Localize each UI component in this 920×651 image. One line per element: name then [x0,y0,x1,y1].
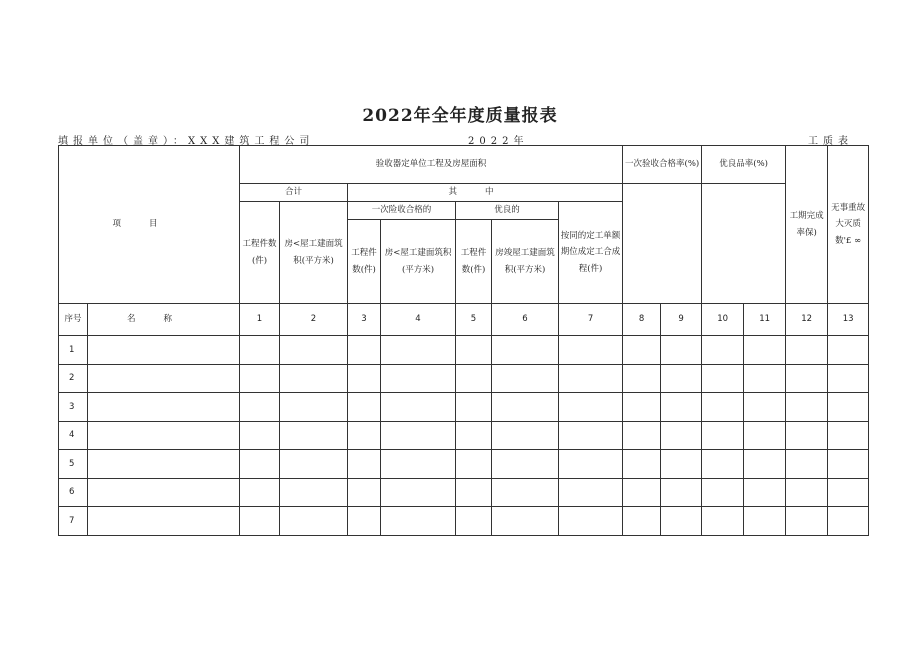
table-cell [559,336,623,365]
col-number: 1 [240,304,280,336]
table-cell [348,364,381,393]
header-accident: 无事重故大灭质数'£ ∞ [828,146,869,304]
col-count: 工程件数(件) [240,202,280,304]
table-cell [623,478,661,507]
table-cell [828,393,869,422]
table-cell [456,450,492,479]
table-cell [702,450,744,479]
col-number: 3 [348,304,381,336]
table-cell [786,450,828,479]
row-number: 6 [59,478,88,507]
table-cell [348,450,381,479]
table-row [59,478,869,507]
col-number: 5 [456,304,492,336]
col-number: 9 [661,304,702,336]
table-cell [381,507,456,536]
col-number: 10 [702,304,744,336]
table-cell [559,421,623,450]
table-cell [381,478,456,507]
table-cell [661,336,702,365]
table-row [59,336,869,365]
table-row [59,393,869,422]
table-cell [456,421,492,450]
row-number: 2 [59,364,88,393]
table-cell [744,421,786,450]
table-cell [240,393,280,422]
table-cell [88,507,240,536]
table-cell [828,507,869,536]
table-row [59,364,869,393]
table-cell [786,393,828,422]
table-cell [623,450,661,479]
table-cell [828,450,869,479]
table-cell [381,393,456,422]
table-row [59,421,869,450]
table-cell [240,507,280,536]
table-cell [702,507,744,536]
table-cell [661,507,702,536]
table-cell [280,393,348,422]
table-cell [348,507,381,536]
header-excellent-rate: 优良品率(%) [702,146,786,184]
table-cell [744,336,786,365]
table-cell [240,421,280,450]
col-exc-area: 房竣屋工建面筑积(平方米) [492,220,559,304]
table-cell [828,478,869,507]
table-cell [661,421,702,450]
table-cell [240,450,280,479]
table-cell [88,393,240,422]
table-cell [623,364,661,393]
table-cell [828,421,869,450]
col-number: 11 [744,304,786,336]
table-cell [828,336,869,365]
header-among: 其中 [348,184,623,202]
col-pass-area: 房<屋工建面筑积(平方米) [381,220,456,304]
col-area: 房<屋工建面筑积(平方米) [280,202,348,304]
table-cell [744,478,786,507]
table-cell [559,393,623,422]
table-cell [559,478,623,507]
header-item: 项目 [59,146,240,304]
table-cell [786,364,828,393]
table-cell [280,478,348,507]
row-number: 4 [59,421,88,450]
report-year: 2022年 [468,136,529,147]
table-cell [492,450,559,479]
table-cell [623,421,661,450]
col-number: 12 [786,304,828,336]
row-number: 5 [59,450,88,479]
table-cell [786,478,828,507]
col-number: 6 [492,304,559,336]
table-cell [280,336,348,365]
col-name: 名称 [88,304,240,336]
table-cell [492,507,559,536]
table-cell [702,478,744,507]
table-cell [348,393,381,422]
table-cell [702,364,744,393]
table-cell [492,364,559,393]
table-cell [88,421,240,450]
col-number: 2 [280,304,348,336]
table-cell [702,421,744,450]
header-once-pass: 一次险收合格的 [348,202,456,220]
table-cell [623,393,661,422]
col-number: 4 [381,304,456,336]
header-period-rate: 工期完成率保) [786,146,828,304]
table-cell [280,421,348,450]
header-total: 合计 [240,184,348,202]
form-code: 工质表 [808,136,853,147]
table-cell [828,364,869,393]
table-cell [88,336,240,365]
quality-report-table [58,145,869,536]
table-cell [280,450,348,479]
table-cell [348,336,381,365]
table-cell [559,364,623,393]
table-cell [559,450,623,479]
header-pass-blank [623,184,702,304]
table-cell [492,393,559,422]
table-cell [456,507,492,536]
table-cell [381,450,456,479]
col-pass-count: 工程件数(件) [348,220,381,304]
table-cell [88,364,240,393]
table-cell [88,478,240,507]
column-number-row [59,304,869,336]
col-number: 13 [828,304,869,336]
table-cell [240,364,280,393]
table-row [59,507,869,536]
table-cell [744,393,786,422]
header-pass-rate: 一次验收合格率(%) [623,146,702,184]
table-cell [786,336,828,365]
col-contract: 按同的定工单额期位成定工合成程(件) [559,202,623,304]
header-area-group: 验收器定单位工程及房屋面积 [240,146,623,184]
table-cell [348,478,381,507]
table-row [59,450,869,479]
col-number: 7 [559,304,623,336]
row-number: 1 [59,336,88,365]
col-seq: 序号 [59,304,88,336]
table-cell [744,507,786,536]
table-cell [456,393,492,422]
table-cell [661,478,702,507]
table-cell [492,478,559,507]
table-cell [456,336,492,365]
table-cell [702,336,744,365]
table-cell [661,393,702,422]
header-excellent: 优良的 [456,202,559,220]
reporting-unit: 填报单位（盖章）：XXX建筑工程公司 [58,136,315,147]
report-title: 2022年全年度质量报表 [362,106,558,126]
table-cell [623,507,661,536]
table-cell [381,364,456,393]
table-cell [492,421,559,450]
table-cell [661,364,702,393]
table-cell [381,421,456,450]
table-cell [702,393,744,422]
table-cell [456,364,492,393]
row-number: 3 [59,393,88,422]
header-excellent-blank [702,184,786,304]
col-number: 8 [623,304,661,336]
table-cell [280,364,348,393]
table-cell [240,336,280,365]
table-cell [492,336,559,365]
table-cell [280,507,348,536]
table-cell [456,478,492,507]
table-cell [744,450,786,479]
table-cell [786,507,828,536]
row-number: 7 [59,507,88,536]
table-cell [623,336,661,365]
table-cell [559,507,623,536]
table-cell [381,336,456,365]
table-cell [240,478,280,507]
table-cell [348,421,381,450]
table-cell [661,450,702,479]
table-cell [88,450,240,479]
table-cell [786,421,828,450]
table-cell [744,364,786,393]
col-exc-count: 工程件数(件) [456,220,492,304]
